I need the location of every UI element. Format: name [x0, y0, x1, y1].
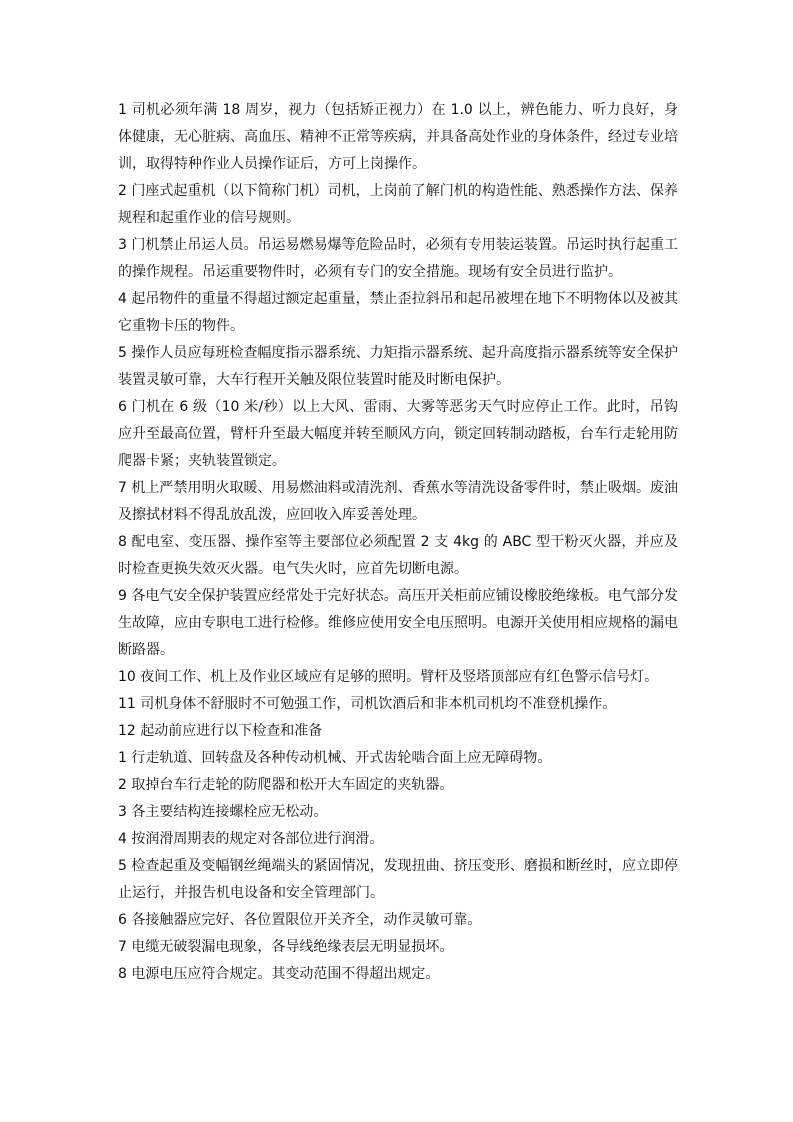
checklist-item-2: 2 取掉台车行走轮的防爬器和松开大车固定的夹轨器。	[118, 777, 454, 793]
paragraph-11: 11 司机身体不舒服时不可勉强工作，司机饮酒后和非本机司机均不准登机操作。	[118, 696, 617, 712]
paragraph-9: 9 各电气安全保护装置应经常处于完好状态。高压开关柜前应铺设橡胶绝缘板。电气部分发生故障，应由专职电工进行检修。维修应使用安全电压照明。电源开关使用相应规格的漏电断路器。	[118, 588, 678, 658]
checklist-item-1: 1 行走轨道、回转盘及各种传动机械、开式齿轮啮合面上应无障碍物。	[118, 750, 552, 766]
checklist-item-3: 3 各主要结构连接螺栓应无松动。	[118, 804, 328, 820]
paragraph-7: 7 机上严禁用明火取暖、用易燃油料或清洗剂、香蕉水等清洗设备零件时，禁止吸烟。废油及擦拭材料不得乱放乱泼，应回收入库妥善处理。	[118, 480, 678, 523]
paragraph-4: 4 起吊物件的重量不得超过额定起重量，禁止歪拉斜吊和起吊被埋在地下不明物体以及被其它重物卡压的物件。	[118, 291, 678, 334]
checklist-item-7: 7 电缆无破裂漏电现象，各导线绝缘表层无明显损坏。	[118, 939, 454, 955]
document-body	[118, 97, 678, 988]
paragraph-8: 8 配电室、变压器、操作室等主要部位必须配置 2 支 4kg 的 ABC 型干粉灭火器，并应及时检查更换失效灭火器。电气失火时，应首先切断电源。	[118, 534, 678, 577]
checklist-item-6: 6 各接触器应完好、各位置限位开关齐全，动作灵敏可靠。	[118, 912, 482, 928]
paragraph-3: 3 门机禁止吊运人员。吊运易燃易爆等危险品时，必须有专用装运装置。吊运时执行起重工的操作规程。吊运重要物件时，必须有专门的安全措施。现场有安全员进行监护。	[118, 237, 678, 280]
checklist-item-5: 5 检查起重及变幅钢丝绳端头的紧固情况，发现扭曲、挤压变形、磨损和断丝时，应立即停止运行，并报告机电设备和安全管理部门。	[118, 858, 678, 901]
paragraph-5: 5 操作人员应每班检查幅度指示器系统、力矩指示器系统、起升高度指示器系统等安全保护装置灵敏可靠，大车行程开关触及限位装置时能及时断电保护。	[118, 345, 678, 388]
checklist-item-8: 8 电源电压应符合规定。其变动范围不得超出规定。	[118, 966, 440, 982]
paragraph-2: 2 门座式起重机（以下简称门机）司机，上岗前了解门机的构造性能、熟悉操作方法、保养规程和起重作业的信号规则。	[118, 183, 678, 226]
paragraph-1: 1 司机必须年满 18 周岁，视力（包括矫正视力）在 1.0 以上，辨色能力、听力良好，身体健康，无心脏病、高血压、精神不正常等疾病，并具备高处作业的身体条件，经过专业培训，取得特种作业人员操作证后，方可上岗操作。	[118, 102, 678, 172]
section-heading-12: 12 起动前应进行以下检查和准备	[118, 723, 323, 739]
checklist-item-4: 4 按润滑周期表的规定对各部位进行润滑。	[118, 831, 384, 847]
paragraph-10: 10 夜间工作、机上及作业区域应有足够的照明。臂杆及竖塔顶部应有红色警示信号灯。	[118, 669, 659, 685]
paragraph-6: 6 门机在 6 级（10 米/秒）以上大风、雷雨、大雾等恶劣天气时应停止工作。此时，吊钩应升至最高位置，臂杆升至最大幅度并转至顺风方向，锁定回转制动踏板，台车行走轮用防爬器卡紧；夹轨装置锁定。	[118, 399, 678, 469]
